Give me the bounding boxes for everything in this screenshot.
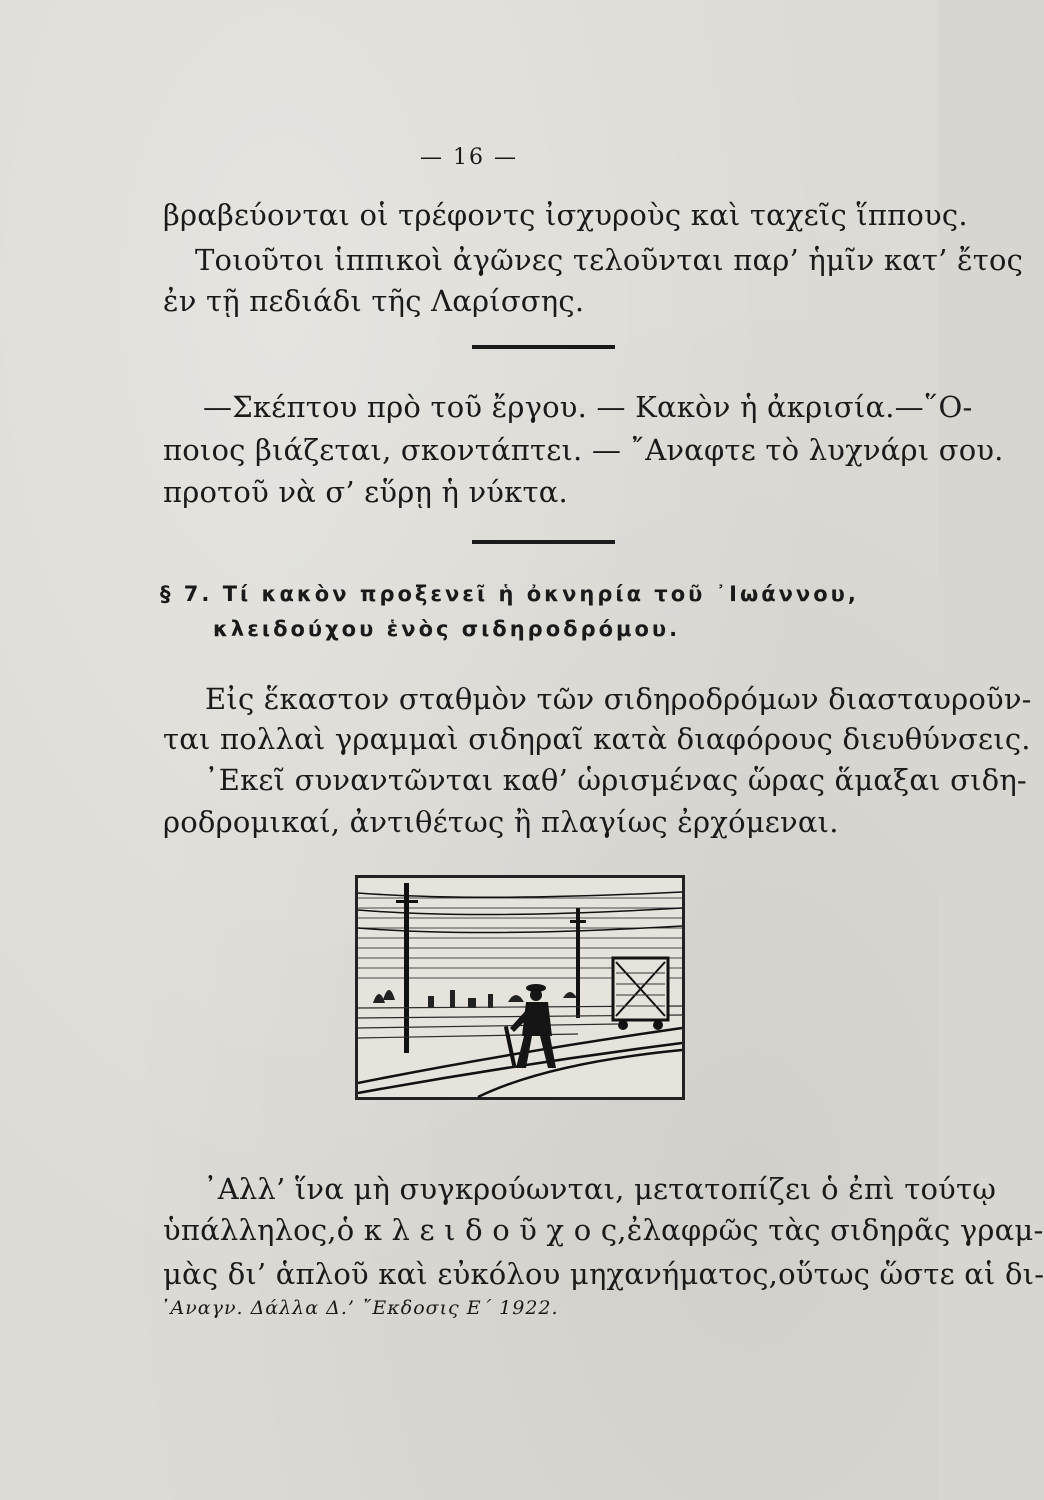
page-number: — 16 —: [420, 145, 518, 170]
paragraph-2-line-3: προτοῦ νὰ σ’ εὕρῃ ἡ νύκτα.: [163, 475, 568, 509]
footer-note: ᾿Αναγν. Δάλλα Δ.’ ῎Εκδοσις Ε΄ 1922.: [160, 1297, 559, 1319]
paragraph-3-line-3: ᾿Εκεῖ συναντῶνται καθ’ ὡρισμένας ὥρας ἅμαξαι σιδη-: [204, 763, 1027, 797]
paragraph-3-line-4: ροδρομικαί, ἀντιθέτως ἢ πλαγίως ἐρχόμεναι.: [163, 805, 839, 839]
separator-rule-2: [472, 540, 615, 544]
paragraph-4-line-2: ὑπάλληλος,ὁ κ λ ε ι δ ο ῦ χ ο ς,ἐλαφρῶς τὰς σιδηρᾶς γραμ-: [163, 1213, 1044, 1247]
separator-rule-1: [472, 345, 615, 349]
paragraph-1-line-2: Τοιοῦτοι ἱππικοὶ ἀγῶνες τελοῦνται παρ’ ἡμῖν κατ’ ἔτος: [195, 243, 1024, 277]
section-heading-line-1: § 7. Τί κακὸν προξενεῖ ἡ ὀκνηρία τοῦ ᾿Ιωάννου,: [160, 582, 859, 606]
switchman-illustration: [355, 875, 685, 1100]
paragraph-1-line-1: βραβεύονται οἱ τρέφοντς ἰσχυροὺς καὶ ταχεῖς ἵππους.: [163, 198, 968, 232]
paragraph-4-line-3: μὰς δι’ ἁπλοῦ καὶ εὐκόλου μηχανήματος,οὕτως ὥστε αἱ δι-: [163, 1257, 1044, 1291]
switchman-woodcut-image: [358, 878, 682, 1097]
paragraph-3-line-2: ται πολλαὶ γραμμαὶ σιδηραῖ κατὰ διαφόρους διευθύνσεις.: [163, 722, 1031, 756]
section-heading-line-2: κλειδούχου ἑνὸς σιδηροδρόμου.: [213, 617, 681, 641]
paragraph-1-line-3: ἐν τῇ πεδιάδι τῆς Λαρίσσης.: [163, 284, 585, 318]
paragraph-2-line-2: ποιος βιάζεται, σκοντάπτει. — ῎Αναφτε τὸ λυχνάρι σου.: [163, 433, 1004, 467]
paragraph-4-line-1: ᾿Αλλ’ ἵνα μὴ συγκρούωνται, μετατοπίζει ὁ ἐπὶ τούτῳ: [203, 1172, 997, 1206]
paragraph-3-line-1: Εἰς ἕκαστον σταθμὸν τῶν σιδηροδρόμων διασταυροῦν-: [205, 682, 1032, 716]
paragraph-2-line-1: —Σκέπτου πρὸ τοῦ ἔργου. — Κακὸν ἡ ἀκρισία.—῞Ο-: [203, 390, 973, 424]
